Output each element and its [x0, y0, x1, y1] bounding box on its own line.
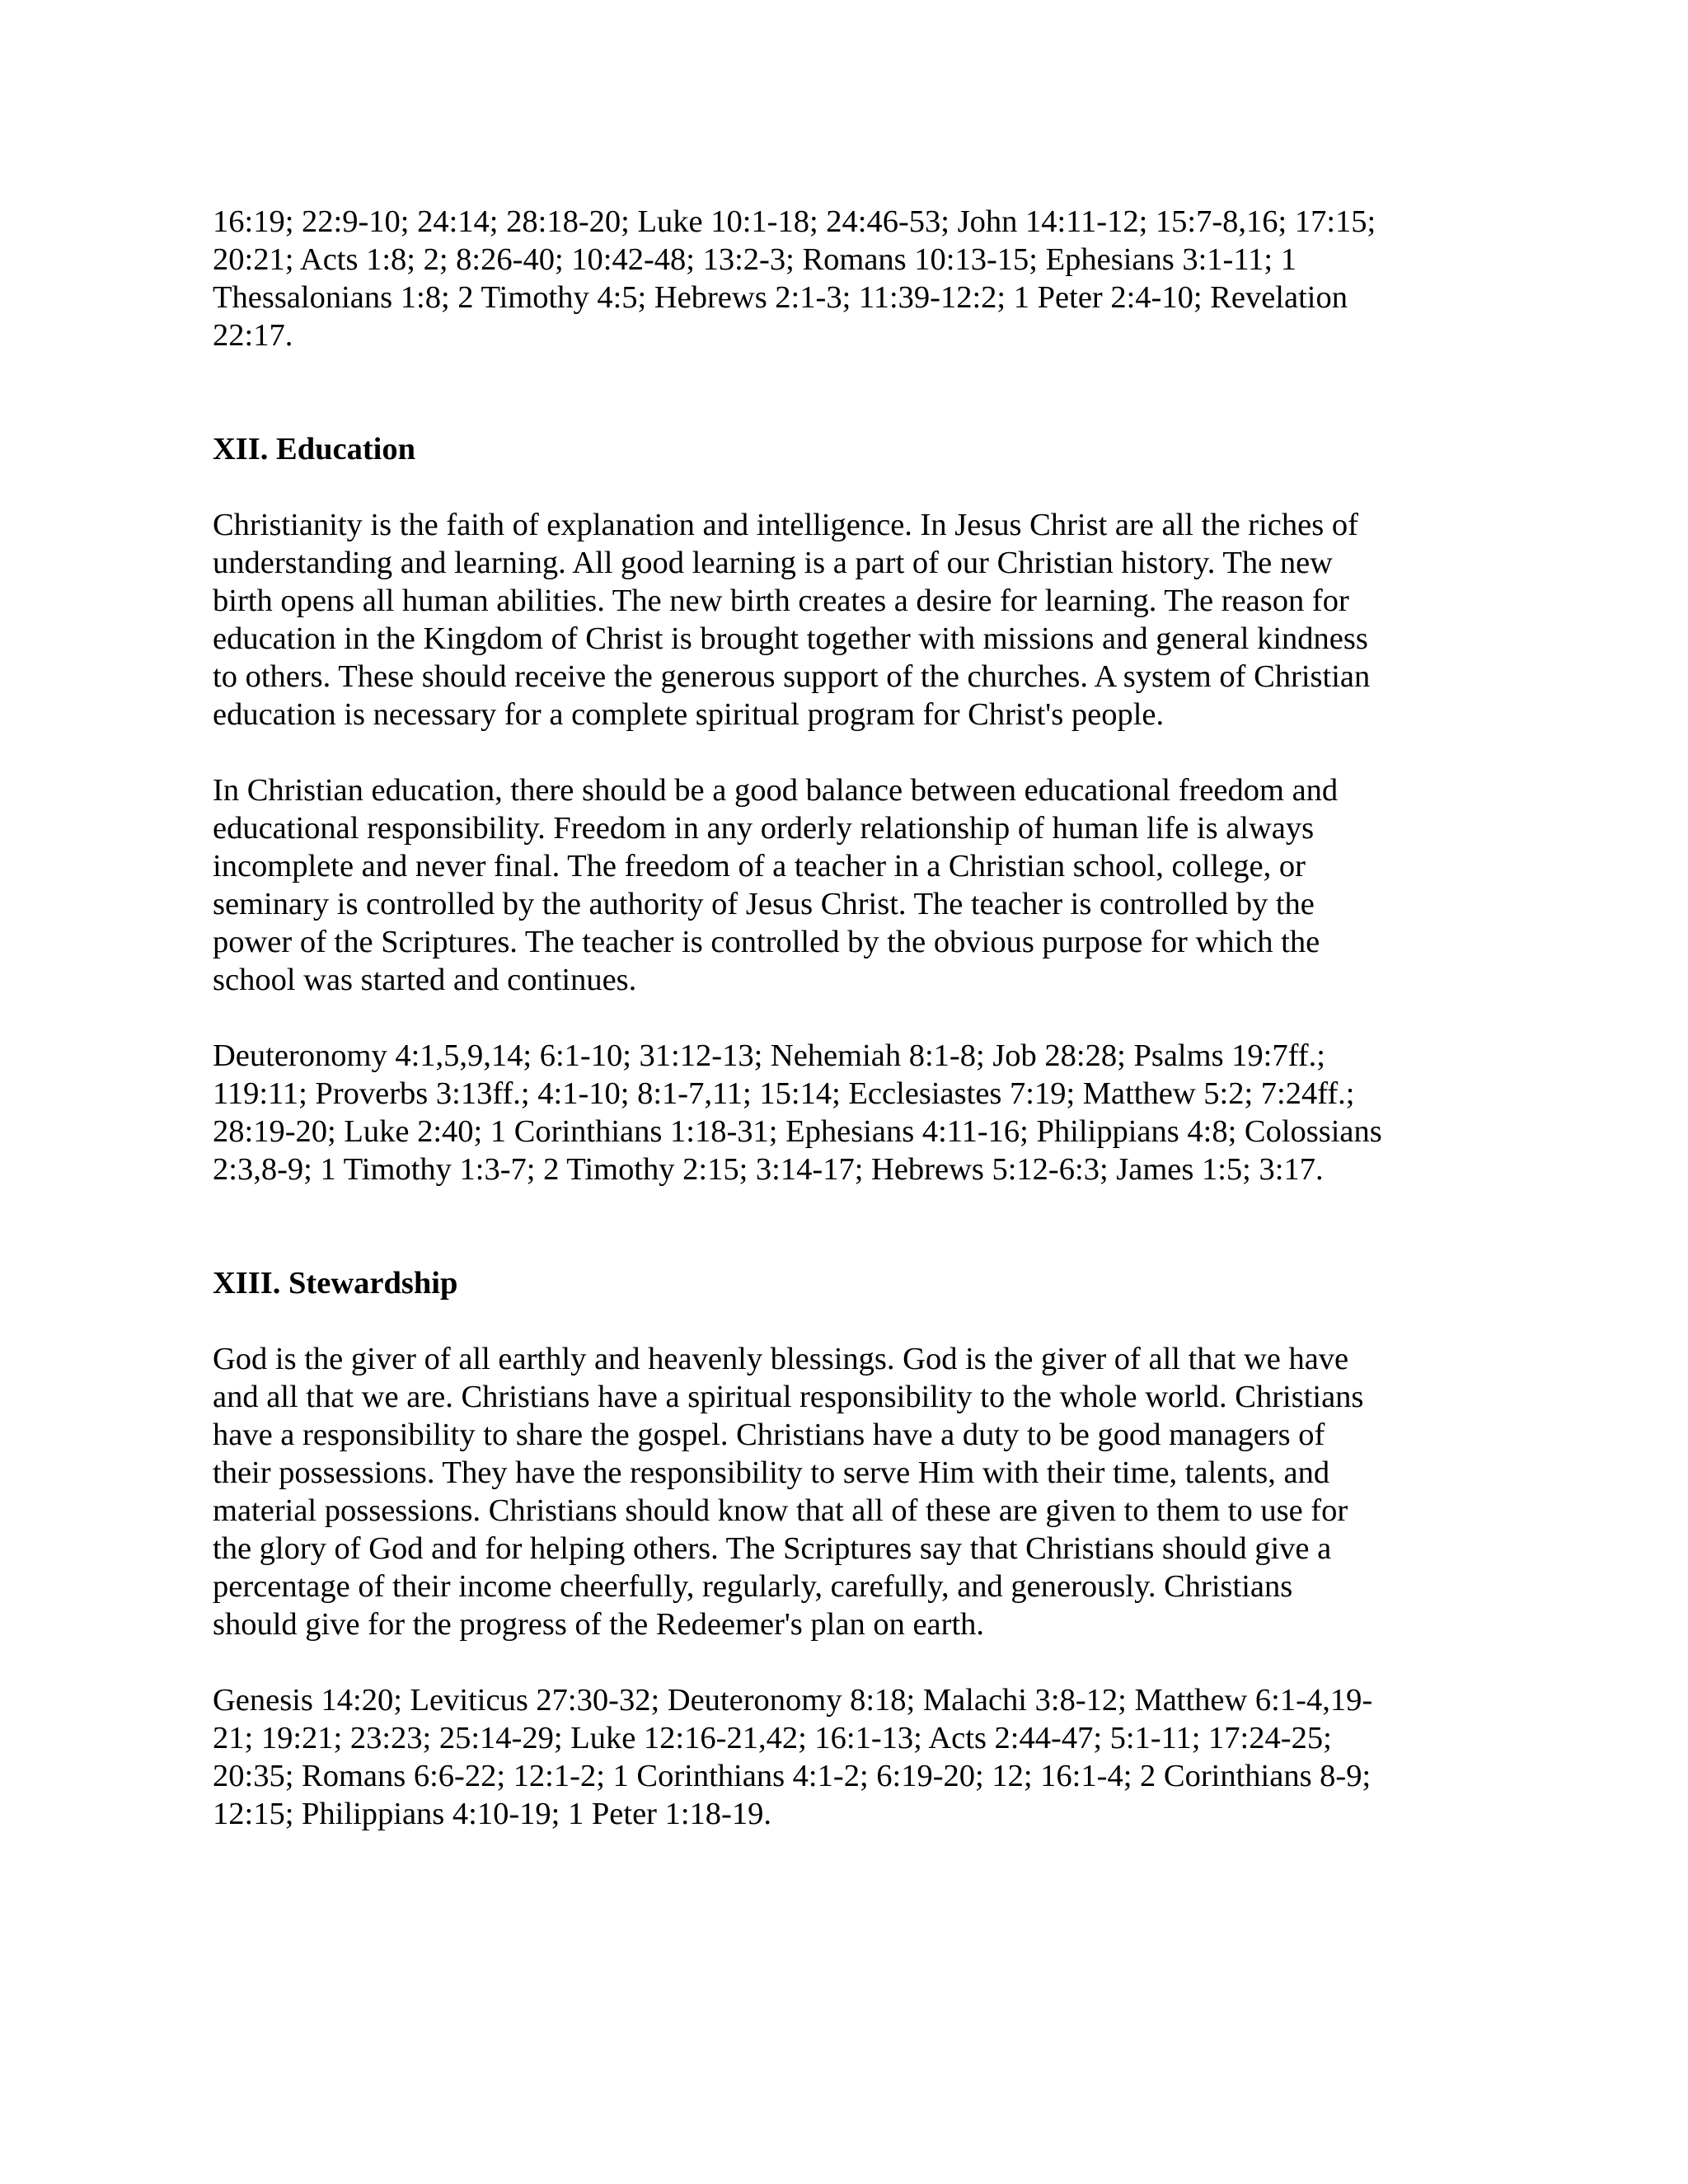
- paragraph-spacer: [213, 999, 1449, 1037]
- education-heading: XII. Education: [213, 432, 416, 466]
- stewardship-heading: XIII. Stewardship: [213, 1266, 458, 1301]
- education-paragraph-2: In Christian education, there should be a good balance between educational freedom and educational responsibility. Freedom in any orderly relationship of human life is always incomplete and never final. The freedom of a teacher in a Christian school, college, or seminary is controlled by the authority of Jesus Christ. The teacher is controlled by the power of the Scriptures. The teacher is controlled by the obvious purpose for which the school was started and continues.: [213, 773, 1339, 997]
- paragraph-spacer: [213, 1302, 1449, 1340]
- section-spacer: [213, 1188, 1449, 1264]
- education-paragraph-1: Christianity is the faith of explanation and intelligence. In Jesus Christ are all the riches of understanding and learning. All good learning is a part of our Christian history. The new birth opens all human abilities. The new birth creates a desire for learning. The reason for education in the Kingdom of Christ is brought together with missions and general kindness to others. These should receive the generous support of the churches. A system of Christian education is necessary for a complete spiritual program for Christ's people.: [213, 508, 1371, 732]
- paragraph-spacer: [213, 733, 1449, 771]
- document-page: [213, 203, 1449, 1833]
- stewardship-paragraph-1: God is the giver of all earthly and heavenly blessings. God is the giver of all that we have and all that we are. Christians have a spiritual responsibility to the whole world. Christians have a responsibility to share the gospel. Christians have a duty to be good managers of their possessions. They have the responsibility to serve Him with their time, talents, and material possessions. Christians should know that all of these are given to them to use for the glory of God and for helping others. The Scriptures say that Christians should give a percentage of their income cheerfully, regularly, carefully, and generously. Christians should give for the progress of the Redeemer's plan on earth.: [213, 1342, 1364, 1642]
- education-scripture-references: Deuteronomy 4:1,5,9,14; 6:1-10; 31:12-13; Nehemiah 8:1-8; Job 28:28; Psalms 19:7ff.; 119:11; Proverbs 3:13ff.; 4:1-10; 8:1-7,11; 15:14; Ecclesiastes 7:19; Matthew 5:2; 7:24ff.; 28:19-20; Luke 2:40; 1 Corinthians 1:18-31; Ephesians 4:11-16; Philippians 4:8; Colossians 2:3,8-9; 1 Timothy 1:3-7; 2 Timothy 2:15; 3:14-17; Hebrews 5:12-6:3; James 1:5; 3:17.: [213, 1038, 1382, 1187]
- paragraph-spacer: [213, 468, 1449, 506]
- intro-scripture-references: 16:19; 22:9-10; 24:14; 28:18-20; Luke 10:1-18; 24:46-53; John 14:11-12; 15:7-8,16; 17:15; 20:21; Acts 1:8; 2; 8:26-40; 10:42-48; 13:2-3; Romans 10:13-15; Ephesians 3:1-11; 1 Thessalonians 1:8; 2 Timothy 4:5; Hebrews 2:1-3; 11:39-12:2; 1 Peter 2:4-10; Revelation 22:17.: [213, 204, 1376, 353]
- stewardship-scripture-references: Genesis 14:20; Leviticus 27:30-32; Deuteronomy 8:18; Malachi 3:8-12; Matthew 6:1-4,19- 21; 19:21; 23:23; 25:14-29; Luke 12:16-21,42; 16:1-13; Acts 2:44-47; 5:1-11; 17:24-25; 20:35; Romans 6:6-22; 12:1-2; 1 Corinthians 4:1-2; 6:19-20; 12; 16:1-4; 2 Corinthians 8-9; 12:15; Philippians 4:10-19; 1 Peter 1:18-19.: [213, 1683, 1373, 1831]
- paragraph-spacer: [213, 1643, 1449, 1681]
- section-spacer: [213, 354, 1449, 430]
